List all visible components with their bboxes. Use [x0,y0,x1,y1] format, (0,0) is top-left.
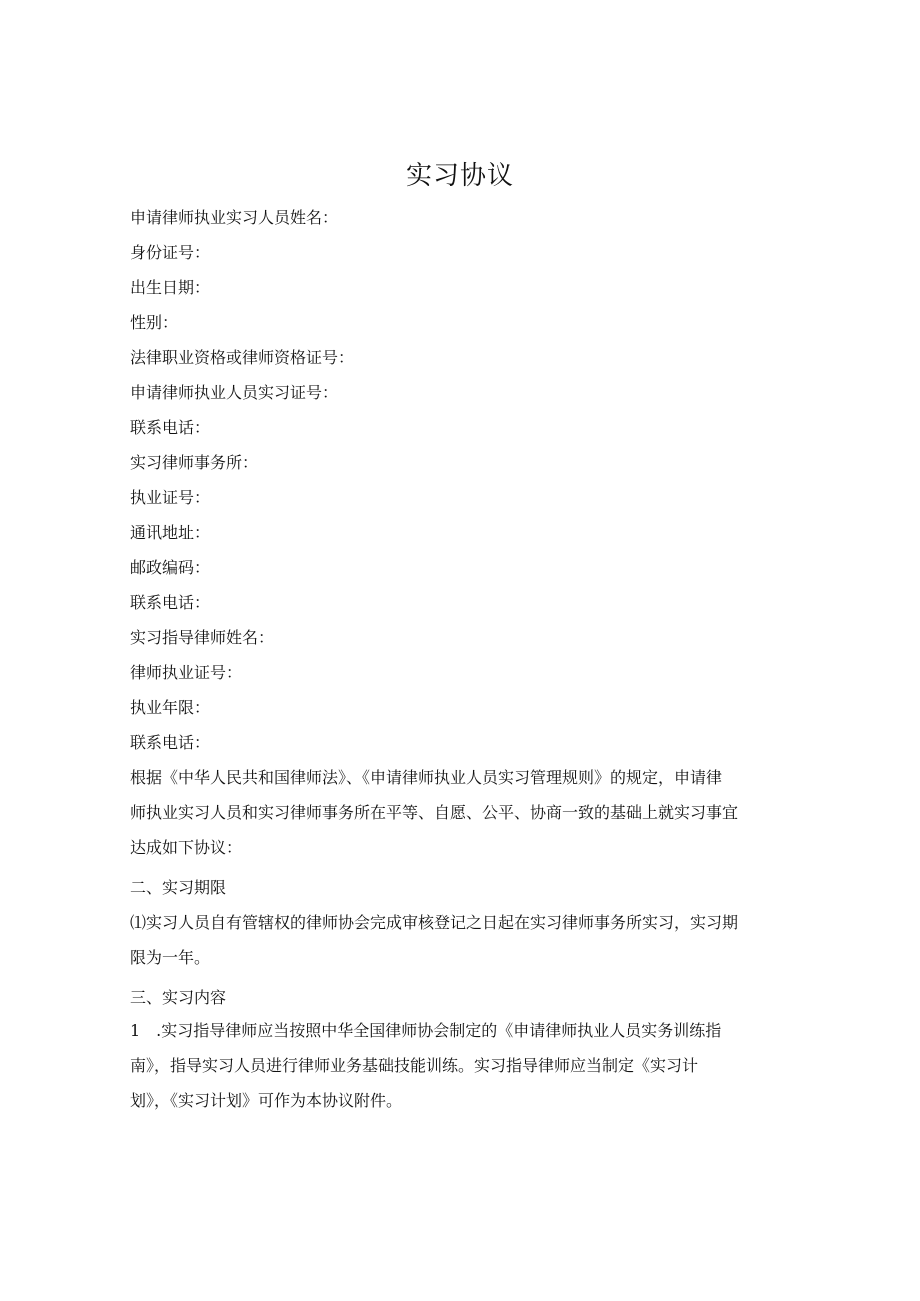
field-practice-years: 执业年限： [130,698,211,717]
section-content-paragraph [130,1013,780,1118]
paragraph-line: ⑴实习人员自有管辖权的律师协会完成审核登记之日起在实习律师事务所实习，实习期 [130,913,739,932]
intro-line: 根据《中华人民共和国律师法》、《申请律师执业人员实习管理规则》的规定，申请律 [130,768,723,787]
paragraph-line: 南》，指导实习人员进行律师业务基础技能训练。实习指导律师应当制定《实习计 [130,1056,699,1075]
field-id-number: 身份证号： [130,243,211,262]
field-qualification-number: 法律职业资格或律师资格证号： [130,348,355,367]
intro-paragraph [130,760,780,865]
field-postal-code: 邮政编码： [130,558,211,577]
field-firm-address: 通讯地址： [130,523,211,542]
section-heading-content: 三、实习内容 [130,988,227,1007]
field-firm-phone: 联系电话： [130,593,211,612]
field-supervisor-name: 实习指导律师姓名： [130,628,275,647]
paragraph-line: 限为一年。 [130,948,211,967]
paragraph-line: 划》，《实习计划》可作为本协议附件。 [130,1091,403,1110]
section-heading-term: 二、实习期限 [130,878,227,897]
info-fields [130,200,790,760]
field-firm-license: 执业证号： [130,488,211,507]
field-birth-date: 出生日期： [130,278,211,297]
field-supervisor-license: 律师执业证号： [130,663,243,682]
section-term-paragraph [130,905,780,975]
field-intern-name: 申请律师执业实习人员姓名： [130,208,339,227]
field-gender: 性别： [130,313,179,332]
document-title: 实习协议 [405,161,514,191]
field-supervisor-phone: 联系电话： [130,733,211,752]
intro-line: 师执业实习人员和实习律师事务所在平等、自愿、公平、协商一致的基础上就实习事宜 [130,803,739,822]
field-internship-certificate: 申请律师执业人员实习证号： [130,383,339,402]
field-intern-phone: 联系电话： [130,418,211,437]
paragraph-line: 1 .实习指导律师应当按照中华全国律师协会制定的《申请律师执业人员实务训练指 [130,1021,722,1040]
field-law-firm: 实习律师事务所： [130,453,259,472]
intro-line: 达成如下协议： [130,838,243,857]
